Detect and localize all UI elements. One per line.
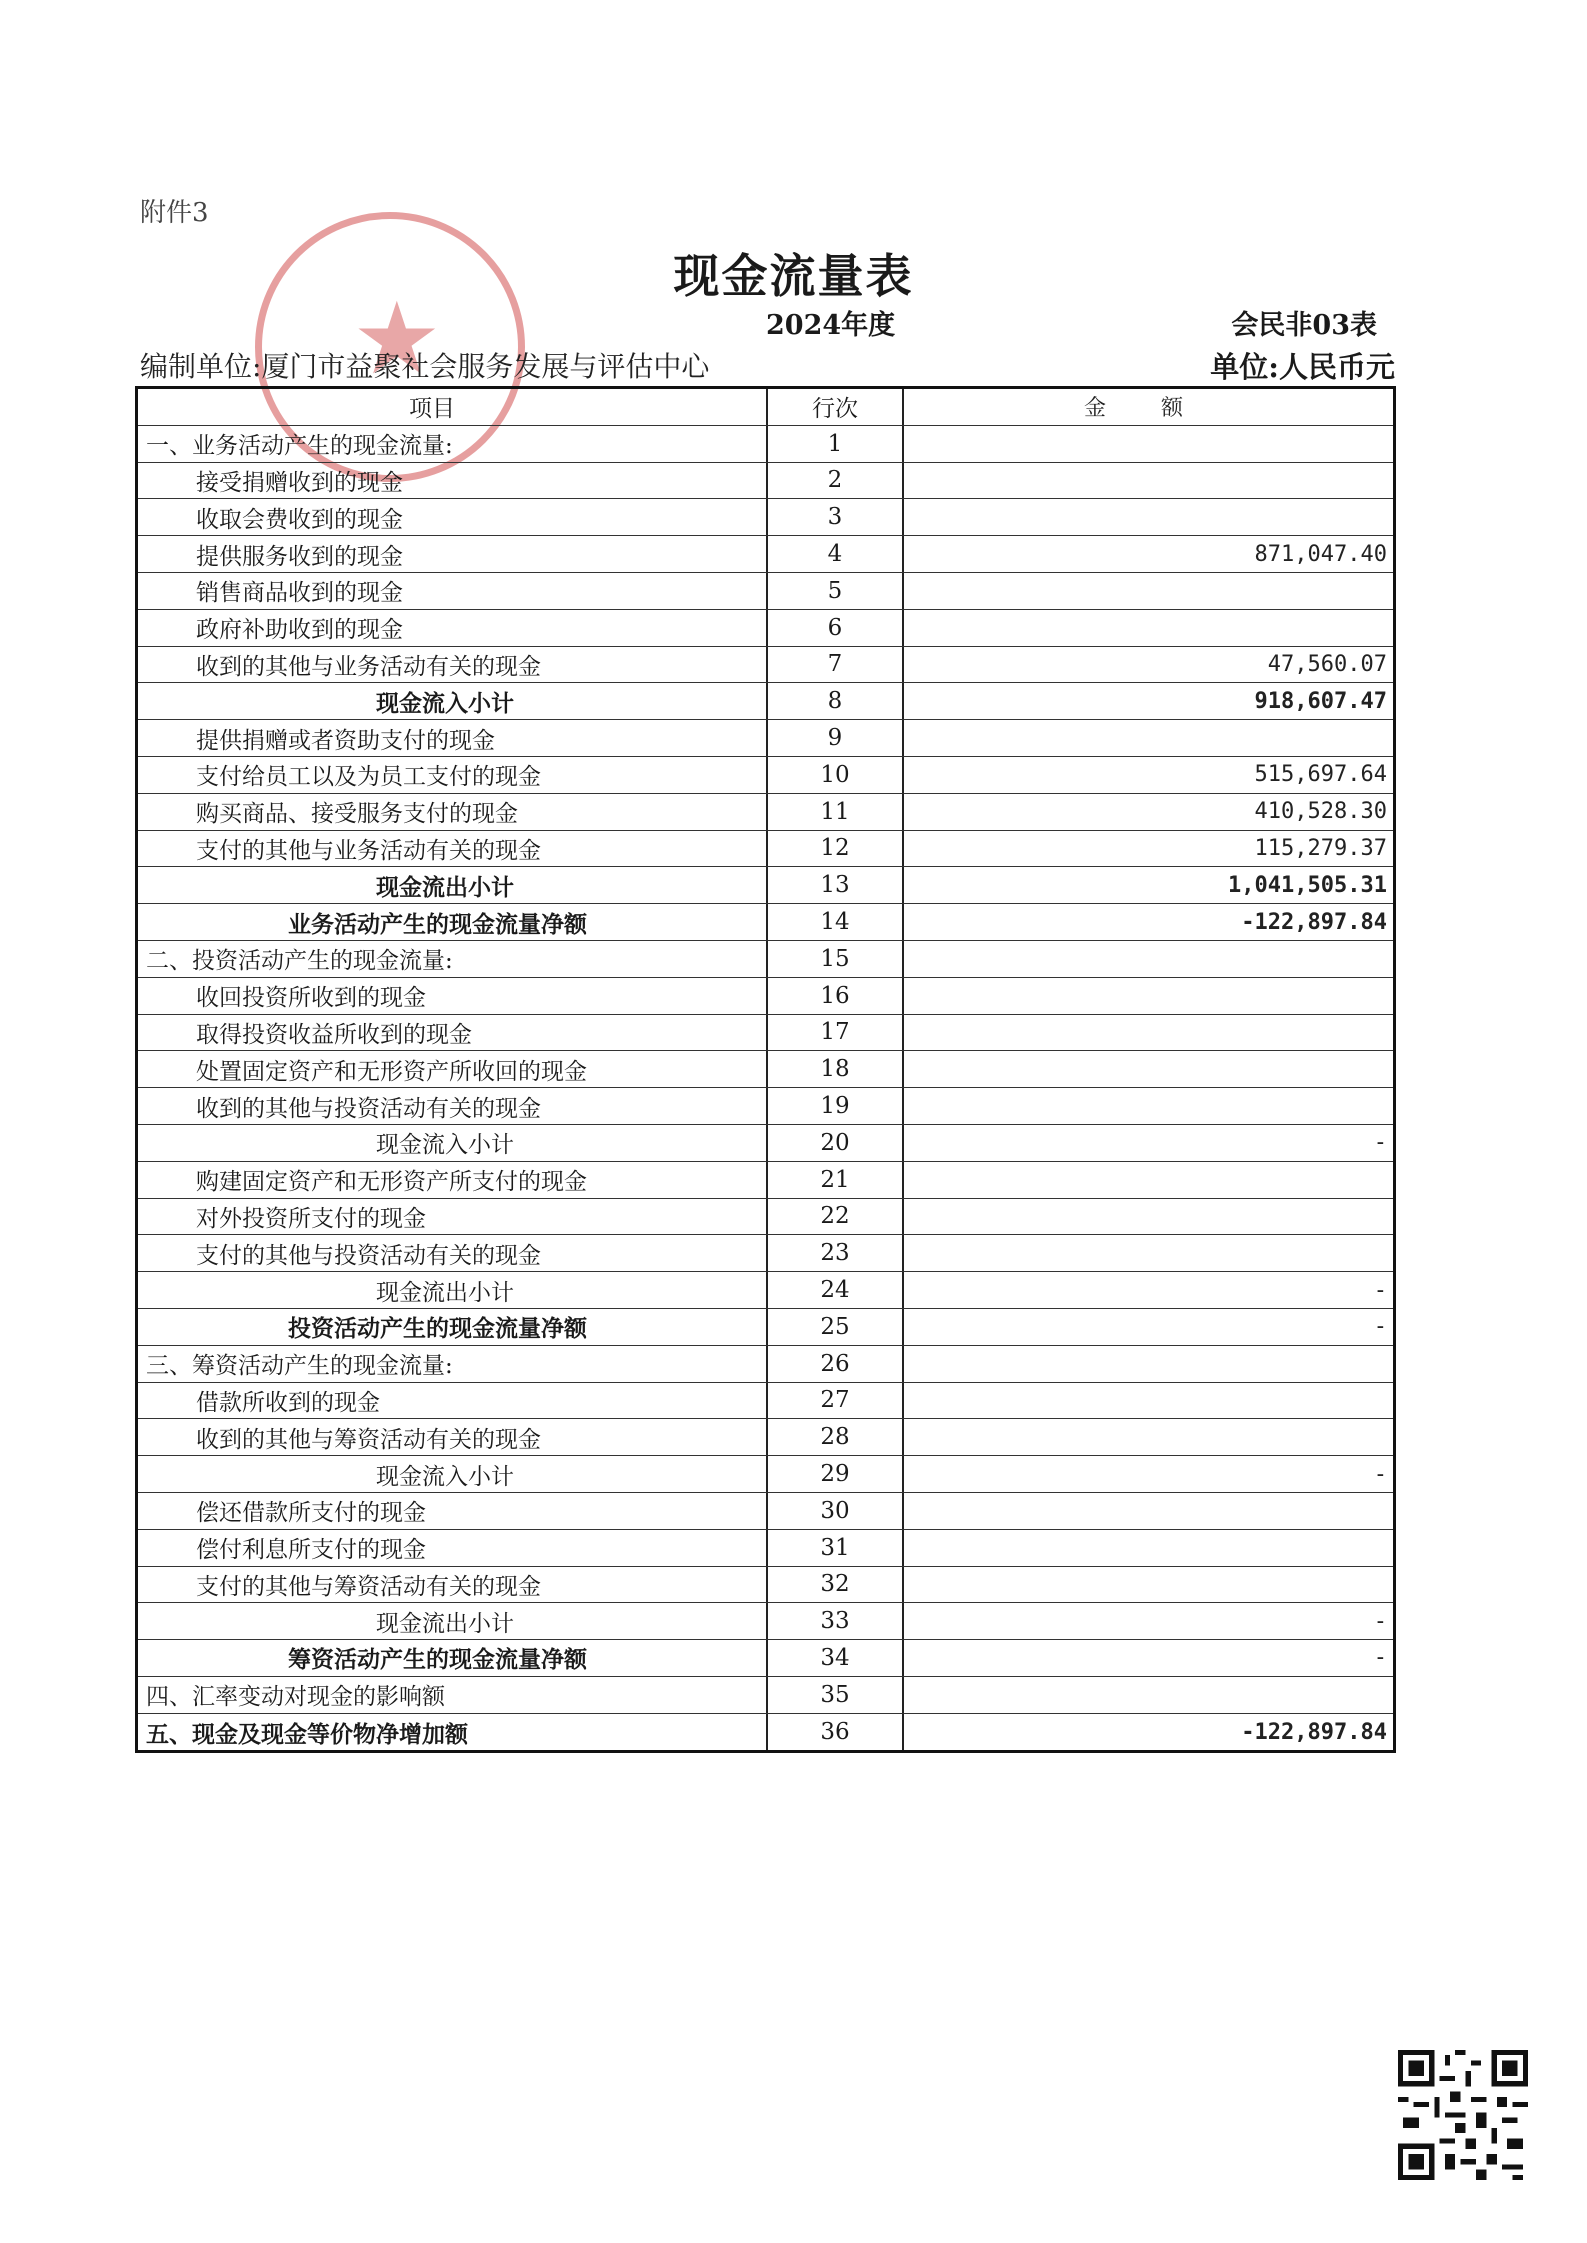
row-item: 收回投资所收到的现金 — [138, 978, 768, 1014]
row-amount: - — [1373, 1645, 1387, 1671]
table-row — [138, 941, 1393, 978]
row-amount — [904, 1419, 1393, 1455]
row-line-number: 24 — [768, 1272, 904, 1308]
attachment-label: 附件3 — [140, 198, 209, 228]
row-item: 购买商品、接受服务支付的现金 — [138, 794, 768, 830]
table-row — [138, 1088, 1393, 1125]
row-item: 收到的其他与筹资活动有关的现金 — [138, 1419, 768, 1455]
row-line-number: 33 — [768, 1603, 904, 1639]
table-row — [138, 1603, 1393, 1640]
table-row — [138, 573, 1393, 610]
table-row — [138, 610, 1393, 647]
row-amount — [904, 1162, 1393, 1198]
row-amount — [904, 1346, 1393, 1382]
row-item: 筹资活动产生的现金流量净额 — [138, 1640, 768, 1676]
row-line-number: 18 — [768, 1051, 904, 1087]
row-item: 处置固定资产和无形资产所收回的现金 — [138, 1051, 768, 1087]
row-line-number: 16 — [768, 978, 904, 1014]
row-amount: 1,041,505.31 — [1228, 872, 1387, 898]
row-amount: - — [1373, 1608, 1387, 1634]
row-item: 二、投资活动产生的现金流量: — [138, 941, 768, 977]
row-line-number: 35 — [768, 1677, 904, 1713]
row-line-number: 1 — [768, 426, 904, 462]
row-line-number: 8 — [768, 683, 904, 719]
table-row — [138, 1051, 1393, 1088]
row-line-number: 22 — [768, 1199, 904, 1235]
table-row — [138, 1567, 1393, 1604]
table-row — [138, 1419, 1393, 1456]
row-amount — [904, 1199, 1393, 1235]
row-line-number: 31 — [768, 1530, 904, 1566]
row-line-number: 7 — [768, 647, 904, 683]
row-item: 投资活动产生的现金流量净额 — [138, 1309, 768, 1345]
row-item: 现金流入小计 — [138, 1456, 768, 1492]
row-line-number: 21 — [768, 1162, 904, 1198]
row-amount — [904, 499, 1393, 535]
table-row — [138, 757, 1393, 794]
row-item: 提供捐赠或者资助支付的现金 — [138, 720, 768, 756]
row-line-number: 13 — [768, 867, 904, 903]
row-item: 支付给员工以及为员工支付的现金 — [138, 757, 768, 793]
page-title: 现金流量表 — [673, 249, 914, 303]
header-amount: 金 额 — [1084, 396, 1207, 422]
table-row — [138, 1456, 1393, 1493]
row-amount — [904, 573, 1393, 609]
table-row — [138, 647, 1393, 684]
row-line-number: 6 — [768, 610, 904, 646]
table-row — [138, 683, 1393, 720]
row-amount — [904, 426, 1393, 462]
row-item: 对外投资所支付的现金 — [138, 1199, 768, 1235]
table-row — [138, 1677, 1393, 1714]
seal-star-icon: ★ — [352, 280, 442, 397]
header-item: 项目 — [138, 389, 768, 425]
table-row — [138, 720, 1393, 757]
row-line-number: 3 — [768, 499, 904, 535]
row-line-number: 9 — [768, 720, 904, 756]
qr-code-icon — [1398, 2050, 1528, 2180]
table-row — [138, 426, 1393, 463]
row-amount — [904, 610, 1393, 646]
row-amount: -122,897.84 — [1241, 909, 1387, 935]
row-line-number: 36 — [768, 1714, 904, 1751]
table-row — [138, 499, 1393, 536]
form-number: 会民非03表 — [1231, 310, 1377, 341]
row-amount — [904, 463, 1393, 499]
row-item: 借款所收到的现金 — [138, 1383, 768, 1419]
row-amount — [904, 978, 1393, 1014]
table-row — [138, 1714, 1393, 1751]
row-amount — [904, 1677, 1393, 1713]
row-item: 收到的其他与业务活动有关的现金 — [138, 647, 768, 683]
row-line-number: 10 — [768, 757, 904, 793]
row-amount: 410,528.30 — [1254, 799, 1387, 825]
row-amount — [904, 1088, 1393, 1124]
table-row — [138, 1383, 1393, 1420]
row-amount: - — [1373, 1461, 1387, 1487]
row-line-number: 27 — [768, 1383, 904, 1419]
row-amount — [904, 1015, 1393, 1051]
row-item: 购建固定资产和无形资产所支付的现金 — [138, 1162, 768, 1198]
row-amount — [904, 1530, 1393, 1566]
row-amount: -122,897.84 — [1241, 1719, 1387, 1745]
row-item: 支付的其他与投资活动有关的现金 — [138, 1235, 768, 1271]
row-item: 取得投资收益所收到的现金 — [138, 1015, 768, 1051]
report-year: 2024年度 — [766, 310, 896, 341]
row-item: 现金流出小计 — [138, 1603, 768, 1639]
row-line-number: 14 — [768, 904, 904, 940]
row-item: 政府补助收到的现金 — [138, 610, 768, 646]
table-row — [138, 867, 1393, 904]
table-row — [138, 904, 1393, 941]
row-line-number: 4 — [768, 536, 904, 572]
row-line-number: 12 — [768, 831, 904, 867]
row-line-number: 26 — [768, 1346, 904, 1382]
table-row — [138, 536, 1393, 573]
table-row — [138, 1493, 1393, 1530]
row-line-number: 5 — [768, 573, 904, 609]
row-amount: 918,607.47 — [1254, 688, 1387, 714]
row-line-number: 25 — [768, 1309, 904, 1345]
row-amount: 115,279.37 — [1254, 835, 1387, 861]
row-line-number: 30 — [768, 1493, 904, 1529]
row-item: 现金流出小计 — [138, 867, 768, 903]
row-item: 三、筹资活动产生的现金流量: — [138, 1346, 768, 1382]
table-row — [138, 794, 1393, 831]
row-item: 偿还借款所支付的现金 — [138, 1493, 768, 1529]
table-row — [138, 1309, 1393, 1346]
currency-unit: 单位:人民币元 — [1210, 350, 1395, 384]
row-amount — [904, 1051, 1393, 1087]
row-item: 销售商品收到的现金 — [138, 573, 768, 609]
cash-flow-table — [135, 386, 1396, 1753]
row-item: 偿付利息所支付的现金 — [138, 1530, 768, 1566]
row-line-number: 17 — [768, 1015, 904, 1051]
row-item: 收到的其他与投资活动有关的现金 — [138, 1088, 768, 1124]
row-item: 支付的其他与业务活动有关的现金 — [138, 831, 768, 867]
table-row — [138, 1199, 1393, 1236]
row-amount: 515,697.64 — [1254, 762, 1387, 788]
row-line-number: 11 — [768, 794, 904, 830]
row-item: 四、汇率变动对现金的影响额 — [138, 1677, 768, 1713]
row-line-number: 19 — [768, 1088, 904, 1124]
table-row — [138, 978, 1393, 1015]
table-row — [138, 1640, 1393, 1677]
preparing-unit: 编制单位:厦门市益聚社会服务发展与评估中心 — [140, 350, 710, 383]
row-amount — [904, 1493, 1393, 1529]
row-line-number: 32 — [768, 1567, 904, 1603]
row-line-number: 20 — [768, 1125, 904, 1161]
row-line-number: 2 — [768, 463, 904, 499]
row-item: 现金流出小计 — [138, 1272, 768, 1308]
row-line-number: 15 — [768, 941, 904, 977]
header-line: 行次 — [768, 389, 904, 425]
row-item: 接受捐赠收到的现金 — [138, 463, 768, 499]
table-row — [138, 1162, 1393, 1199]
row-item: 收取会费收到的现金 — [138, 499, 768, 535]
table-row — [138, 1235, 1393, 1272]
row-item: 现金流入小计 — [138, 683, 768, 719]
row-amount — [904, 1567, 1393, 1603]
table-row — [138, 1530, 1393, 1567]
row-amount: 47,560.07 — [1267, 651, 1387, 677]
table-header-row — [138, 389, 1393, 426]
table-row — [138, 463, 1393, 500]
table-row — [138, 1272, 1393, 1309]
table-row — [138, 1346, 1393, 1383]
row-item: 五、现金及现金等价物净增加额 — [138, 1714, 768, 1751]
row-amount — [904, 720, 1393, 756]
row-item: 现金流入小计 — [138, 1125, 768, 1161]
row-amount: - — [1373, 1130, 1387, 1156]
row-amount: 871,047.40 — [1254, 541, 1387, 567]
table-row — [138, 1125, 1393, 1162]
row-item: 一、业务活动产生的现金流量: — [138, 426, 768, 462]
table-row — [138, 1015, 1393, 1052]
row-line-number: 28 — [768, 1419, 904, 1455]
row-amount — [904, 1383, 1393, 1419]
row-line-number: 29 — [768, 1456, 904, 1492]
row-item: 业务活动产生的现金流量净额 — [138, 904, 768, 940]
row-line-number: 34 — [768, 1640, 904, 1676]
row-amount — [904, 941, 1393, 977]
row-item: 支付的其他与筹资活动有关的现金 — [138, 1567, 768, 1603]
row-amount: - — [1373, 1277, 1387, 1303]
row-line-number: 23 — [768, 1235, 904, 1271]
row-item: 提供服务收到的现金 — [138, 536, 768, 572]
row-amount: - — [1373, 1314, 1387, 1340]
row-amount — [904, 1235, 1393, 1271]
table-row — [138, 831, 1393, 868]
